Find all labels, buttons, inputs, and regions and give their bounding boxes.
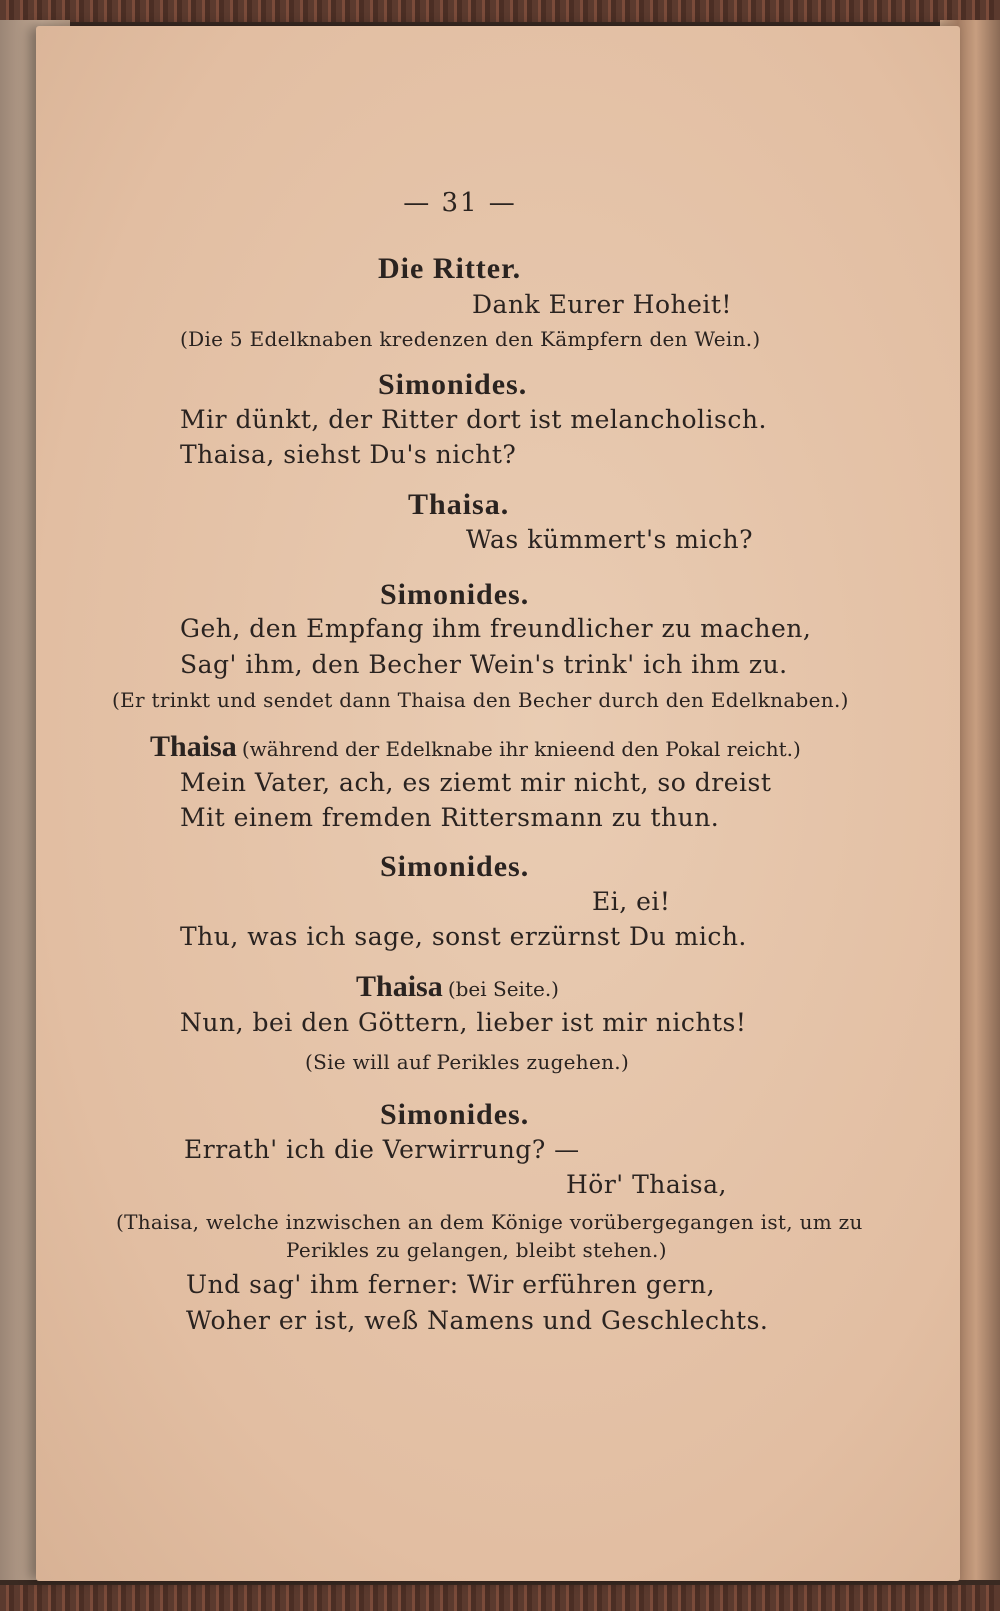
- stage-direction: (während der Edelknabe ihr knieend den Pokal reicht.): [241, 737, 801, 761]
- stage-direction: (Er trinkt und sendet dann Thaisa den Becher durch den Edelknaben.): [112, 688, 849, 712]
- page-number: — 31 —: [403, 188, 517, 218]
- verse-line: Und sag' ihm ferner: Wir erführen gern,: [186, 1270, 716, 1299]
- speaker-name: Simonides.: [378, 368, 528, 401]
- book-binding-top: [0, 0, 1000, 22]
- verse-line: Sag' ihm, den Becher Wein's trink' ich ihm zu.: [180, 650, 788, 679]
- speaker-name: Thaisa.: [408, 488, 510, 521]
- verse-line: Ei, ei!: [592, 887, 671, 916]
- verse-line: Woher er ist, weß Namens und Geschlechts.: [186, 1306, 769, 1335]
- stage-direction: (Sie will auf Perikles zugehen.): [305, 1050, 630, 1074]
- speaker-name: Die Ritter.: [378, 252, 522, 285]
- stage-direction: (bei Seite.): [447, 977, 559, 1001]
- speaker-name: Simonides.: [380, 1098, 530, 1131]
- verse-line: Errath' ich die Verwirrung? —: [184, 1135, 580, 1164]
- verse-line: Geh, den Empfang ihm freundlicher zu machen,: [180, 614, 812, 643]
- speaker-name: Simonides.: [380, 578, 530, 611]
- speaker-name: Simonides.: [380, 850, 530, 883]
- speaker-with-direction: [356, 970, 559, 1004]
- verse-line: Was kümmert's mich?: [466, 525, 754, 554]
- verse-line: Nun, bei den Göttern, lieber ist mir nichts!: [180, 1008, 747, 1037]
- speaker-with-direction: [150, 730, 801, 764]
- verse-line: Mit einem fremden Rittersmann zu thun.: [180, 803, 720, 832]
- speaker-name: Thaisa: [356, 970, 443, 1003]
- verse-line: Dank Eurer Hoheit!: [472, 290, 732, 319]
- stage-direction: (Thaisa, welche inzwischen an dem Könige vorübergegangen ist, um zu: [116, 1210, 863, 1234]
- speaker-name: Thaisa: [150, 730, 237, 763]
- stage-direction: Perikles zu gelangen, bleibt stehen.): [286, 1238, 667, 1262]
- stage-direction: (Die 5 Edelknaben kredenzen den Kämpfern den Wein.): [180, 327, 761, 351]
- verse-line: Hör' Thaisa,: [566, 1170, 727, 1199]
- verse-line: Thu, was ich sage, sonst erzürnst Du mich.: [180, 922, 747, 951]
- verse-line: Thaisa, siehst Du's nicht?: [180, 440, 517, 469]
- verse-line: Mein Vater, ach, es ziemt mir nicht, so dreist: [180, 768, 772, 797]
- verse-line: Mir dünkt, der Ritter dort ist melancholisch.: [180, 405, 767, 434]
- book-binding-bottom: [0, 1585, 1000, 1611]
